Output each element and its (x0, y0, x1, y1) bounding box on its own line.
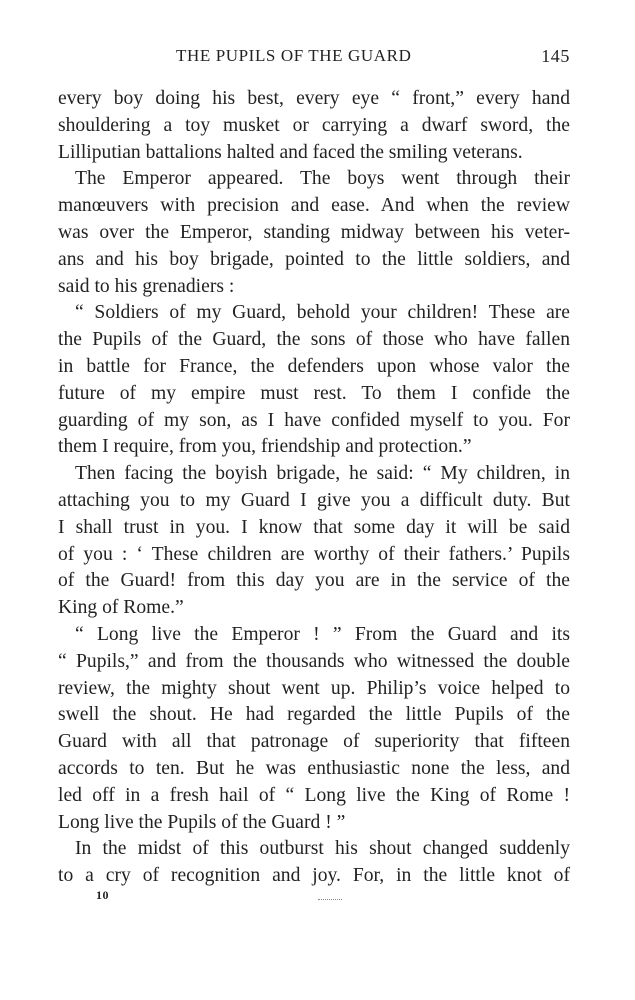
text-line: “ Pupils,” and from the thousands who witnessed the double (58, 650, 570, 672)
text-line: in battle for France, the defenders upon whose valor the (58, 355, 570, 377)
text-line: future of my empire must rest. To them I confide the (58, 382, 570, 404)
text-line: them I require, from you, friendship and protection.” (58, 436, 472, 458)
running-head (58, 46, 570, 70)
text-line: manœuvers with precision and ease. And when the review (58, 195, 570, 217)
text-line: review, the mighty shout went up. Philip’s voice helped to (58, 677, 570, 699)
text-line: said to his grenadiers : (58, 275, 235, 297)
text-line: guarding of my son, as I have confided myself to you. For (58, 409, 570, 431)
text-line: of the Guard! from this day you are in the service of the (58, 570, 570, 592)
text-line: The Emperor appeared. The boys went through their (75, 168, 570, 190)
stray-ink-mark (318, 899, 342, 903)
text-line: every boy doing his best, every eye “ front,” every hand (58, 88, 570, 109)
text-line: King of Rome.” (58, 597, 184, 619)
text-line: the Pupils of the Guard, the sons of those who have fallen (58, 329, 570, 351)
text-line: ans and his boy brigade, pointed to the little soldiers, and (58, 248, 570, 270)
text-line: Guard with all that patronage of superiority that fifteen (58, 731, 570, 753)
text-line: I shall trust in you. I know that some day it will be said (58, 516, 570, 538)
text-line: was over the Emperor, standing midway between his veter- (58, 221, 570, 243)
page-number: 145 (541, 46, 570, 66)
text-line: accords to ten. But he was enthusiastic none the less, and (58, 757, 570, 779)
text-line: “ Long live the Emperor ! ” From the Guard and its (75, 623, 570, 645)
text-line: swell the shout. He had regarded the little Pupils of the (58, 704, 570, 726)
body-text (58, 86, 570, 890)
signature-mark: 10 (96, 888, 109, 902)
text-line: led off in a fresh hail of “ Long live the King of Rome ! (58, 784, 570, 806)
text-line: Lilliputian battalions halted and faced the smiling veterans. (58, 141, 523, 163)
running-title: THE PUPILS OF THE GUARD (176, 46, 412, 65)
text-line: Then facing the boyish brigade, he said: “ My children, in (75, 463, 570, 485)
text-line: Long live the Pupils of the Guard ! ” (58, 811, 346, 833)
text-line: of you : ‘ These children are worthy of their fathers.’ Pupils (58, 543, 570, 565)
text-line: attaching you to my Guard I give you a difficult duty. But (58, 489, 570, 511)
text-line: In the midst of this outburst his shout changed suddenly (75, 838, 570, 860)
text-line: to a cry of recognition and joy. For, in the little knot of (58, 865, 570, 887)
text-line: “ Soldiers of my Guard, behold your children! These are (75, 302, 570, 324)
text-line: shouldering a toy musket or carrying a dwarf sword, the (58, 114, 570, 136)
